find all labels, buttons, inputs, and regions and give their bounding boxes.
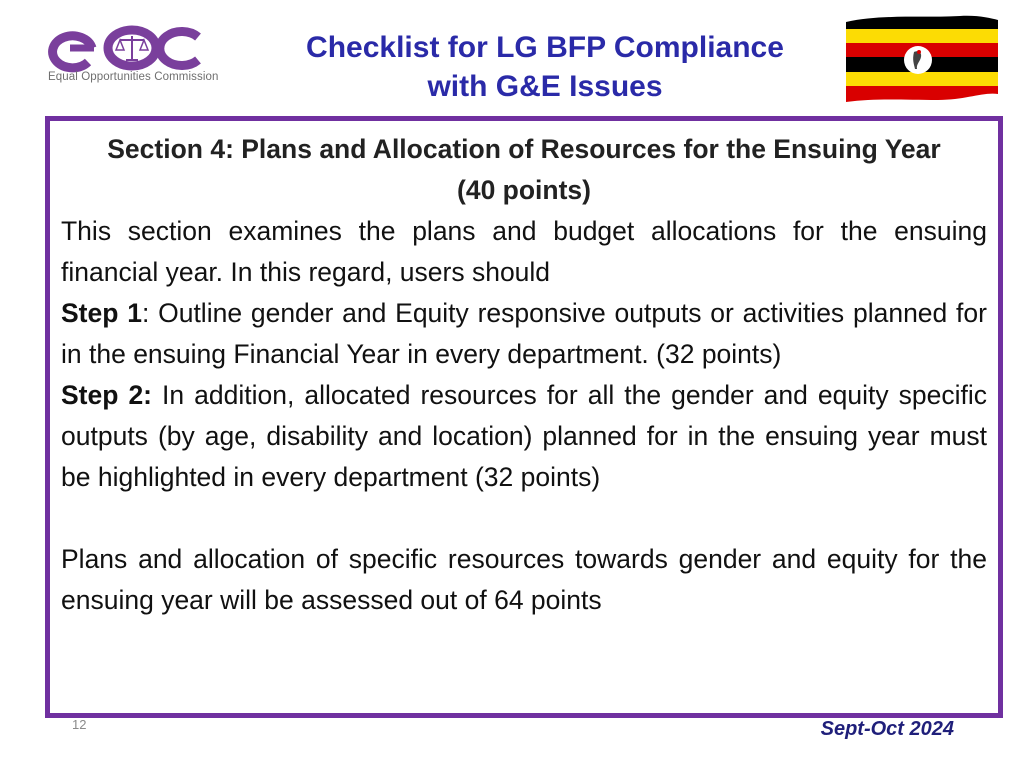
step-2-paragraph xyxy=(61,375,987,498)
step-2-text: In addition, allocated resources for all the gender and equity specific outputs (by age, disability and location) planned for in the ensuing year must be highlighted in every department (32 points) xyxy=(61,380,987,492)
footer-date: Sept-Oct 2024 xyxy=(820,718,954,740)
flag-stripe-red-2 xyxy=(842,86,1000,104)
logo-scales-icon xyxy=(108,30,156,66)
section-heading xyxy=(61,129,987,211)
flag-stripe-yellow-2 xyxy=(842,72,1000,86)
logo-caption: Equal Opportunities Commission xyxy=(48,71,219,83)
logo-e-mark xyxy=(53,36,94,68)
step-1-paragraph xyxy=(61,293,987,375)
step-1-label: Step 1 xyxy=(61,298,142,328)
slide-number: 12 xyxy=(72,717,87,732)
content-box xyxy=(45,116,1003,718)
paragraph-spacer xyxy=(61,498,987,539)
step-2-label: Step 2: xyxy=(61,380,153,410)
logo-c-mark xyxy=(160,32,198,66)
title-line-1: Checklist for LG BFP Compliance xyxy=(306,31,784,64)
flag-stripe-yellow-1 xyxy=(842,29,1000,43)
section-heading-line-2: (40 points) xyxy=(457,175,591,205)
flag-stripe-black-1 xyxy=(842,14,1000,29)
step-1-text: : Outline gender and Equity responsive outputs or activities planned for in the ensuing Financial Year in every department. (32 points) xyxy=(61,298,987,369)
intro-paragraph: This section examines the plans and budget allocations for the ensuing financial year. In this regard, users should xyxy=(61,216,987,287)
title-line-2: with G&E Issues xyxy=(427,70,663,103)
section-heading-line-1: Section 4: Plans and Allocation of Resources for the Ensuing Year xyxy=(107,134,941,164)
uganda-flag-icon xyxy=(842,14,1000,104)
conclusion-paragraph: Plans and allocation of specific resources towards gender and equity for the ensuing year will be assessed out of 64 points xyxy=(61,544,987,615)
page-title xyxy=(240,28,850,106)
